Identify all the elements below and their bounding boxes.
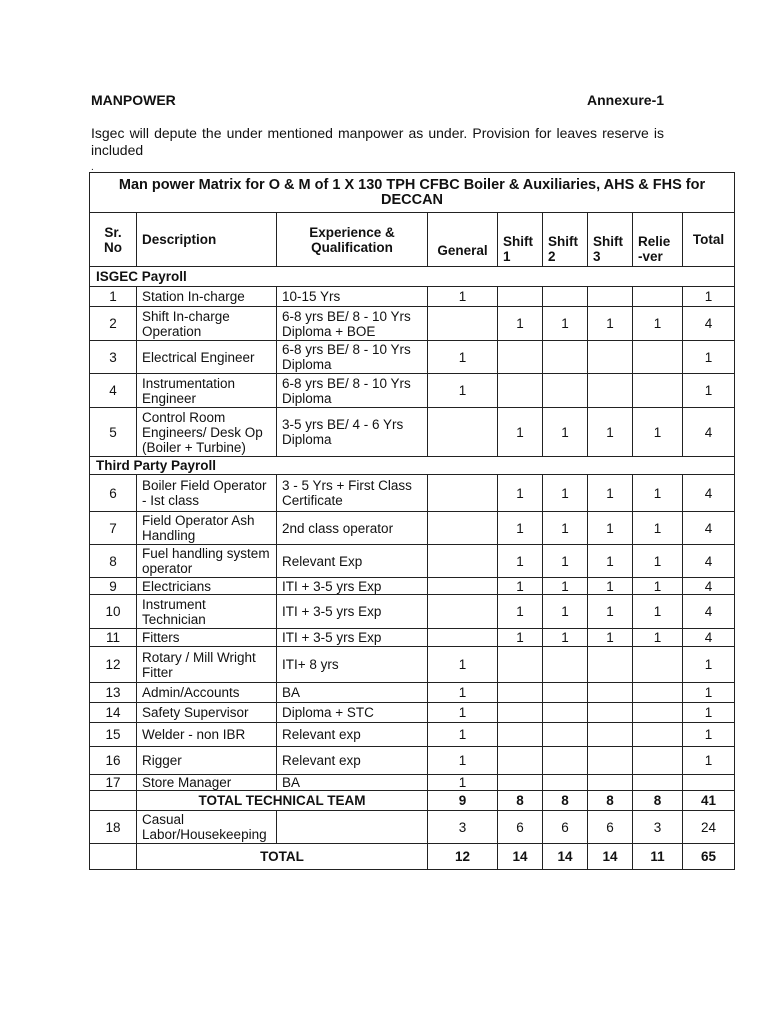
table-row-casual (90, 811, 735, 844)
casual-shift-2-cell: 6 (543, 811, 588, 844)
description-cell: Rigger (137, 747, 277, 775)
general-cell: 1 (428, 747, 498, 775)
sr-no-cell: 9 (90, 578, 137, 595)
header-shift-3: Shift 3 (588, 213, 633, 267)
sr-no-cell: 12 (90, 647, 137, 683)
shift-2-cell (543, 683, 588, 703)
description-cell: Boiler Field Operator - Ist class (137, 475, 277, 512)
general-cell (428, 475, 498, 512)
section-row-third-party (90, 457, 735, 475)
shift-2-cell: 1 (543, 512, 588, 545)
table-row (90, 595, 735, 629)
experience-cell: 3 - 5 Yrs + First Class Certificate (277, 475, 428, 512)
total-cell: 4 (683, 629, 735, 647)
shift-1-cell (498, 723, 543, 747)
sr-no-cell: 18 (90, 811, 137, 844)
grand-reliever-cell: 11 (633, 844, 683, 870)
grand-shift-1-cell: 14 (498, 844, 543, 870)
shift-1-cell: 1 (498, 595, 543, 629)
shift-3-cell: 1 (588, 595, 633, 629)
experience-cell: Relevant Exp (277, 545, 428, 578)
description-cell: Control Room Engineers/ Desk Op (Boiler + Turbine) (137, 408, 277, 457)
shift-1-cell (498, 374, 543, 408)
shift-2-cell: 1 (543, 629, 588, 647)
table-row (90, 683, 735, 703)
shift-2-cell (543, 374, 588, 408)
reliever-cell (633, 723, 683, 747)
table-row (90, 287, 735, 307)
table-row (90, 545, 735, 578)
description-cell: Fitters (137, 629, 277, 647)
total-technical-label: TOTAL TECHNICAL TEAM (137, 791, 428, 811)
shift-3-cell (588, 683, 633, 703)
description-cell: Instrumentation Engineer (137, 374, 277, 408)
sr-no-cell: 6 (90, 475, 137, 512)
shift-3-cell (588, 703, 633, 723)
section-third-party-payroll: Third Party Payroll (90, 457, 735, 475)
shift-2-cell (543, 287, 588, 307)
shift-1-cell: 1 (498, 307, 543, 341)
casual-reliever-cell: 3 (633, 811, 683, 844)
experience-cell: 3-5 yrs BE/ 4 - 6 Yrs Diploma (277, 408, 428, 457)
general-cell (428, 408, 498, 457)
general-cell (428, 595, 498, 629)
description-cell: Welder - non IBR (137, 723, 277, 747)
sr-no-cell: 5 (90, 408, 137, 457)
table-row (90, 475, 735, 512)
reliever-cell (633, 775, 683, 791)
total-cell: 4 (683, 512, 735, 545)
header-row (90, 213, 735, 267)
total-cell: 1 (683, 287, 735, 307)
description-cell: Instrument Technician (137, 595, 277, 629)
general-cell: 1 (428, 723, 498, 747)
shift-1-cell: 1 (498, 512, 543, 545)
shift-1-cell: 1 (498, 475, 543, 512)
experience-cell: 10-15 Yrs (277, 287, 428, 307)
header-shift-2: Shift 2 (543, 213, 588, 267)
shift-2-cell (543, 723, 588, 747)
table-row (90, 703, 735, 723)
general-cell (428, 512, 498, 545)
stray-dot: . (91, 162, 94, 173)
header-experience: Experience & Qualification (277, 213, 428, 267)
technical-general-cell: 9 (428, 791, 498, 811)
shift-3-cell (588, 287, 633, 307)
blank-sr-cell (90, 791, 137, 811)
shift-3-cell: 1 (588, 545, 633, 578)
shift-3-cell: 1 (588, 307, 633, 341)
experience-cell: ITI + 3-5 yrs Exp (277, 629, 428, 647)
reliever-cell (633, 703, 683, 723)
table-title: Man power Matrix for O & M of 1 X 130 TPH CFBC Boiler & Auxiliaries, AHS & FHS for DECCAN (90, 173, 735, 213)
general-cell: 1 (428, 287, 498, 307)
description-cell: Rotary / Mill Wright Fitter (137, 647, 277, 683)
total-cell: 1 (683, 703, 735, 723)
table-row (90, 629, 735, 647)
total-cell: 4 (683, 408, 735, 457)
experience-cell: BA (277, 775, 428, 791)
shift-2-cell (543, 747, 588, 775)
experience-cell: 6-8 yrs BE/ 8 - 10 Yrs Diploma (277, 341, 428, 374)
total-cell (683, 775, 735, 791)
description-cell: Safety Supervisor (137, 703, 277, 723)
shift-2-cell (543, 703, 588, 723)
grand-total-cell: 65 (683, 844, 735, 870)
grand-shift-2-cell: 14 (543, 844, 588, 870)
technical-shift-2-cell: 8 (543, 791, 588, 811)
table-row (90, 374, 735, 408)
shift-1-cell (498, 683, 543, 703)
general-cell: 1 (428, 775, 498, 791)
shift-3-cell (588, 775, 633, 791)
reliever-cell (633, 287, 683, 307)
table-row (90, 723, 735, 747)
reliever-cell: 1 (633, 475, 683, 512)
general-cell (428, 578, 498, 595)
description-cell: Electrical Engineer (137, 341, 277, 374)
description-cell: Casual Labor/Housekeeping (137, 811, 277, 844)
general-cell: 1 (428, 703, 498, 723)
table-row (90, 341, 735, 374)
manpower-heading: MANPOWER (91, 92, 176, 108)
shift-2-cell: 1 (543, 595, 588, 629)
experience-cell: Relevant exp (277, 723, 428, 747)
reliever-cell (633, 341, 683, 374)
table-row (90, 408, 735, 457)
total-cell: 4 (683, 307, 735, 341)
description-cell: Fuel handling system operator (137, 545, 277, 578)
shift-2-cell (543, 341, 588, 374)
shift-1-cell (498, 747, 543, 775)
sr-no-cell: 1 (90, 287, 137, 307)
shift-1-cell (498, 287, 543, 307)
technical-shift-3-cell: 8 (588, 791, 633, 811)
shift-1-cell (498, 703, 543, 723)
total-cell: 1 (683, 341, 735, 374)
shift-2-cell: 1 (543, 545, 588, 578)
reliever-cell: 1 (633, 578, 683, 595)
casual-shift-3-cell: 6 (588, 811, 633, 844)
annexure-label: Annexure-1 (587, 92, 665, 108)
sr-no-cell: 2 (90, 307, 137, 341)
header-shift-1: Shift 1 (498, 213, 543, 267)
header-total: Total (683, 213, 735, 267)
shift-1-cell (498, 341, 543, 374)
reliever-cell: 1 (633, 629, 683, 647)
experience-cell: Diploma + STC (277, 703, 428, 723)
sr-no-cell: 7 (90, 512, 137, 545)
reliever-cell (633, 747, 683, 775)
experience-cell: ITI + 3-5 yrs Exp (277, 595, 428, 629)
general-cell (428, 629, 498, 647)
shift-2-cell: 1 (543, 578, 588, 595)
sr-no-cell: 4 (90, 374, 137, 408)
shift-3-cell: 1 (588, 512, 633, 545)
section-isgec-payroll: ISGEC Payroll (90, 267, 735, 287)
header-reliever: Relie -ver (633, 213, 683, 267)
total-cell: 4 (683, 475, 735, 512)
shift-3-cell (588, 647, 633, 683)
grand-general-cell: 12 (428, 844, 498, 870)
reliever-cell: 1 (633, 408, 683, 457)
reliever-cell: 1 (633, 307, 683, 341)
sr-no-cell: 3 (90, 341, 137, 374)
grand-total-label: TOTAL (137, 844, 428, 870)
shift-1-cell (498, 647, 543, 683)
total-cell: 1 (683, 374, 735, 408)
sr-no-cell: 8 (90, 545, 137, 578)
table-title-row (90, 173, 735, 213)
shift-3-cell (588, 723, 633, 747)
table-row (90, 307, 735, 341)
shift-2-cell (543, 775, 588, 791)
sr-no-cell: 15 (90, 723, 137, 747)
total-cell: 4 (683, 595, 735, 629)
shift-1-cell: 1 (498, 629, 543, 647)
shift-1-cell: 1 (498, 408, 543, 457)
section-row-isgec (90, 267, 735, 287)
general-cell: 1 (428, 683, 498, 703)
description-cell: Shift In-charge Operation (137, 307, 277, 341)
technical-total-cell: 41 (683, 791, 735, 811)
intro-paragraph: Isgec will depute the under mentioned manpower as under. Provision for leaves reserve is included (91, 125, 664, 158)
reliever-cell (633, 683, 683, 703)
reliever-cell (633, 374, 683, 408)
experience-cell: 6-8 yrs BE/ 8 - 10 Yrs Diploma + BOE (277, 307, 428, 341)
shift-3-cell: 1 (588, 475, 633, 512)
casual-total-cell: 24 (683, 811, 735, 844)
sr-no-cell: 17 (90, 775, 137, 791)
table-row (90, 747, 735, 775)
sr-no-cell: 11 (90, 629, 137, 647)
grand-shift-3-cell: 14 (588, 844, 633, 870)
shift-1-cell: 1 (498, 578, 543, 595)
blank-sr-cell (90, 844, 137, 870)
experience-cell: ITI + 3-5 yrs Exp (277, 578, 428, 595)
table-row (90, 578, 735, 595)
sr-no-cell: 16 (90, 747, 137, 775)
shift-3-cell (588, 747, 633, 775)
header-general: General (428, 213, 498, 267)
experience-cell: 2nd class operator (277, 512, 428, 545)
sr-no-cell: 10 (90, 595, 137, 629)
shift-3-cell: 1 (588, 578, 633, 595)
shift-3-cell: 1 (588, 408, 633, 457)
shift-2-cell: 1 (543, 475, 588, 512)
total-cell: 1 (683, 723, 735, 747)
technical-reliever-cell: 8 (633, 791, 683, 811)
shift-3-cell: 1 (588, 629, 633, 647)
reliever-cell: 1 (633, 512, 683, 545)
general-cell (428, 307, 498, 341)
experience-cell: BA (277, 683, 428, 703)
total-technical-row (90, 791, 735, 811)
shift-1-cell: 1 (498, 545, 543, 578)
shift-2-cell: 1 (543, 408, 588, 457)
shift-2-cell (543, 647, 588, 683)
experience-cell: Relevant exp (277, 747, 428, 775)
experience-cell (277, 811, 428, 844)
experience-cell: 6-8 yrs BE/ 8 - 10 Yrs Diploma (277, 374, 428, 408)
general-cell: 1 (428, 647, 498, 683)
total-cell: 1 (683, 683, 735, 703)
sr-no-cell: 13 (90, 683, 137, 703)
description-cell: Store Manager (137, 775, 277, 791)
header-description: Description (137, 213, 277, 267)
total-cell: 4 (683, 578, 735, 595)
table-row (90, 775, 735, 791)
grand-total-row (90, 844, 735, 870)
sr-no-cell: 14 (90, 703, 137, 723)
general-cell: 1 (428, 374, 498, 408)
description-cell: Electricians (137, 578, 277, 595)
technical-shift-1-cell: 8 (498, 791, 543, 811)
total-cell: 4 (683, 545, 735, 578)
general-cell: 1 (428, 341, 498, 374)
reliever-cell: 1 (633, 545, 683, 578)
shift-3-cell (588, 341, 633, 374)
description-cell: Station In-charge (137, 287, 277, 307)
shift-2-cell: 1 (543, 307, 588, 341)
general-cell (428, 545, 498, 578)
description-cell: Admin/Accounts (137, 683, 277, 703)
reliever-cell (633, 647, 683, 683)
table-row (90, 512, 735, 545)
header-sr-no: Sr. No (90, 213, 137, 267)
description-cell: Field Operator Ash Handling (137, 512, 277, 545)
table-row (90, 647, 735, 683)
reliever-cell: 1 (633, 595, 683, 629)
shift-3-cell (588, 374, 633, 408)
experience-cell: ITI+ 8 yrs (277, 647, 428, 683)
total-cell: 1 (683, 747, 735, 775)
casual-general-cell: 3 (428, 811, 498, 844)
casual-shift-1-cell: 6 (498, 811, 543, 844)
total-cell: 1 (683, 647, 735, 683)
manpower-matrix-table (89, 172, 735, 870)
shift-1-cell (498, 775, 543, 791)
